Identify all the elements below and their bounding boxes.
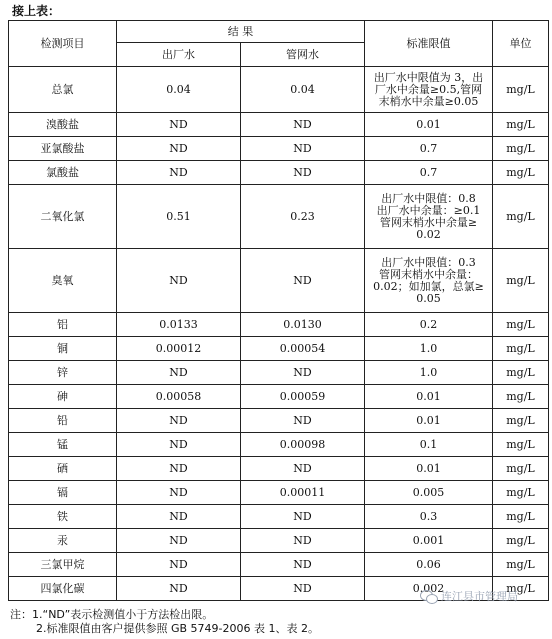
cell-network-water: ND xyxy=(241,505,365,529)
cell-unit: mg/L xyxy=(493,137,549,161)
cell-standard xyxy=(365,457,493,481)
table-row xyxy=(9,385,549,409)
cell-standard xyxy=(365,249,493,313)
wechat-icon xyxy=(420,589,438,603)
cell-item: 亚氯酸盐 xyxy=(9,137,117,161)
cell-network-water: ND xyxy=(241,457,365,481)
cell-plant-water: ND xyxy=(117,409,241,433)
cell-network-water: ND xyxy=(241,361,365,385)
cell-network-water: ND xyxy=(241,553,365,577)
cell-unit: mg/L xyxy=(493,409,549,433)
standard-line: 0.01 xyxy=(416,389,441,403)
cell-standard xyxy=(365,409,493,433)
standard-line: 0.3 xyxy=(419,509,438,523)
cell-unit: mg/L xyxy=(493,313,549,337)
cell-standard xyxy=(365,161,493,185)
cell-network-water: ND xyxy=(241,113,365,137)
standard-line: 出厂水中余量：≥0.1 xyxy=(376,203,481,217)
standard-line: 0.01 xyxy=(416,461,441,475)
standard-line: 0.002 xyxy=(412,581,445,595)
cell-item: 铜 xyxy=(9,337,117,361)
table-row xyxy=(9,433,549,457)
standard-line: 管网末梢水中余量≥ xyxy=(379,215,478,229)
cell-standard xyxy=(365,185,493,249)
cell-network-water: ND xyxy=(241,529,365,553)
cell-item: 铁 xyxy=(9,505,117,529)
cell-standard xyxy=(365,113,493,137)
standard-line: 出厂水中限值为 3，出 xyxy=(373,70,484,84)
table-row xyxy=(9,529,549,553)
cell-plant-water: ND xyxy=(117,577,241,601)
header-result: 结 果 xyxy=(117,21,365,43)
standard-line: 1.0 xyxy=(419,341,438,355)
cell-standard xyxy=(365,433,493,457)
table-row xyxy=(9,249,549,313)
cell-network-water: 0.00059 xyxy=(241,385,365,409)
table-row xyxy=(9,361,549,385)
cell-plant-water: 0.0133 xyxy=(117,313,241,337)
header-standard: 标准限值 xyxy=(365,21,493,67)
standard-line: 管网末梢水中余量： xyxy=(379,267,478,281)
standard-line: 1.0 xyxy=(419,365,438,379)
cell-standard xyxy=(365,67,493,113)
cell-unit: mg/L xyxy=(493,337,549,361)
standard-line: 出厂水中限值：0.3 xyxy=(381,255,476,269)
standard-line: 0.06 xyxy=(416,557,441,571)
footnotes xyxy=(10,608,319,636)
table-row xyxy=(9,457,549,481)
cell-standard xyxy=(365,361,493,385)
cell-item: 砷 xyxy=(9,385,117,409)
cell-standard xyxy=(365,553,493,577)
cell-item: 四氯化碳 xyxy=(9,577,117,601)
cell-item: 铝 xyxy=(9,313,117,337)
table-row xyxy=(9,113,549,137)
standard-line: 出厂水中限值：0.8 xyxy=(381,191,476,205)
cell-network-water: ND xyxy=(241,137,365,161)
cell-plant-water: ND xyxy=(117,481,241,505)
cell-standard xyxy=(365,385,493,409)
standard-line: 0.7 xyxy=(419,165,438,179)
cell-network-water: 0.00098 xyxy=(241,433,365,457)
cell-plant-water: ND xyxy=(117,137,241,161)
table-row xyxy=(9,185,549,249)
cell-network-water: 0.23 xyxy=(241,185,365,249)
table-row xyxy=(9,481,549,505)
cell-item: 锰 xyxy=(9,433,117,457)
cell-plant-water: ND xyxy=(117,361,241,385)
standard-line: 0.01 xyxy=(416,413,441,427)
cell-unit: mg/L xyxy=(493,67,549,113)
standard-line: 0.02 xyxy=(416,227,441,241)
results-table xyxy=(8,20,549,601)
header-item: 检测项目 xyxy=(9,21,117,67)
cell-network-water: 0.00011 xyxy=(241,481,365,505)
cell-plant-water: ND xyxy=(117,113,241,137)
cell-standard xyxy=(365,529,493,553)
cell-item: 锌 xyxy=(9,361,117,385)
cell-network-water: 0.04 xyxy=(241,67,365,113)
cell-network-water: 0.0130 xyxy=(241,313,365,337)
cell-item: 二氧化氯 xyxy=(9,185,117,249)
cell-unit: mg/L xyxy=(493,505,549,529)
cell-item: 溴酸盐 xyxy=(9,113,117,137)
cell-unit: mg/L xyxy=(493,113,549,137)
standard-line: 0.005 xyxy=(412,485,445,499)
cell-item: 镉 xyxy=(9,481,117,505)
cell-unit: mg/L xyxy=(493,161,549,185)
cell-plant-water: ND xyxy=(117,505,241,529)
cell-unit: mg/L xyxy=(493,385,549,409)
table-row xyxy=(9,67,549,113)
cell-unit: mg/L xyxy=(493,481,549,505)
cell-unit: mg/L xyxy=(493,185,549,249)
table-row xyxy=(9,337,549,361)
standard-line: 末梢水中余量≥0.05 xyxy=(378,94,479,108)
footnote-2: 2.标准限值由客户提供参照 GB 5749-2006 表 1、表 2。 xyxy=(36,622,320,635)
standard-line: 0.001 xyxy=(412,533,445,547)
cell-unit: mg/L xyxy=(493,553,549,577)
standard-line: 0.01 xyxy=(416,117,441,131)
standard-line: 0.02；如加氯，总氯≥ xyxy=(373,279,484,293)
cell-standard xyxy=(365,137,493,161)
cell-item: 臭氧 xyxy=(9,249,117,313)
cell-standard xyxy=(365,313,493,337)
watermark-text: 连江县市管理局 xyxy=(441,590,518,603)
cell-item: 硒 xyxy=(9,457,117,481)
cell-plant-water: ND xyxy=(117,161,241,185)
cell-plant-water: ND xyxy=(117,529,241,553)
cell-network-water: ND xyxy=(241,409,365,433)
header-unit: 单位 xyxy=(493,21,549,67)
standard-line: 0.1 xyxy=(419,437,438,451)
cell-plant-water: 0.51 xyxy=(117,185,241,249)
table-body xyxy=(9,67,549,601)
table-row xyxy=(9,553,549,577)
section-heading: 接上表： xyxy=(12,4,61,18)
cell-plant-water: ND xyxy=(117,553,241,577)
cell-item: 三氯甲烷 xyxy=(9,553,117,577)
cell-plant-water: 0.00012 xyxy=(117,337,241,361)
footnote-1: 注：1.“ND”表示检测值小于方法检出限。 xyxy=(10,608,214,621)
cell-network-water: ND xyxy=(241,161,365,185)
table-row xyxy=(9,313,549,337)
cell-network-water: ND xyxy=(241,249,365,313)
cell-unit: mg/L xyxy=(493,361,549,385)
cell-standard xyxy=(365,505,493,529)
standard-line: 0.05 xyxy=(416,291,441,305)
standard-line: 0.2 xyxy=(419,317,438,331)
standard-line: 0.7 xyxy=(419,141,438,155)
cell-plant-water: ND xyxy=(117,433,241,457)
cell-plant-water: 0.04 xyxy=(117,67,241,113)
watermark xyxy=(420,588,518,604)
cell-standard xyxy=(365,481,493,505)
cell-unit: mg/L xyxy=(493,249,549,313)
table-row xyxy=(9,161,549,185)
cell-item: 汞 xyxy=(9,529,117,553)
cell-item: 铅 xyxy=(9,409,117,433)
header-network-water: 管网水 xyxy=(241,43,365,67)
cell-plant-water: 0.00058 xyxy=(117,385,241,409)
header-plant-water: 出厂水 xyxy=(117,43,241,67)
cell-unit: mg/L xyxy=(493,457,549,481)
cell-item: 氯酸盐 xyxy=(9,161,117,185)
table-row xyxy=(9,137,549,161)
cell-unit: mg/L xyxy=(493,529,549,553)
cell-unit: mg/L xyxy=(493,433,549,457)
table-row xyxy=(9,505,549,529)
cell-unit: mg/L xyxy=(493,577,549,601)
cell-plant-water: ND xyxy=(117,249,241,313)
cell-plant-water: ND xyxy=(117,457,241,481)
cell-item: 总氯 xyxy=(9,67,117,113)
cell-network-water: 0.00054 xyxy=(241,337,365,361)
cell-standard xyxy=(365,337,493,361)
cell-network-water: ND xyxy=(241,577,365,601)
table-row xyxy=(9,409,549,433)
standard-line: 厂水中余量≥0.5,管网 xyxy=(374,82,483,96)
